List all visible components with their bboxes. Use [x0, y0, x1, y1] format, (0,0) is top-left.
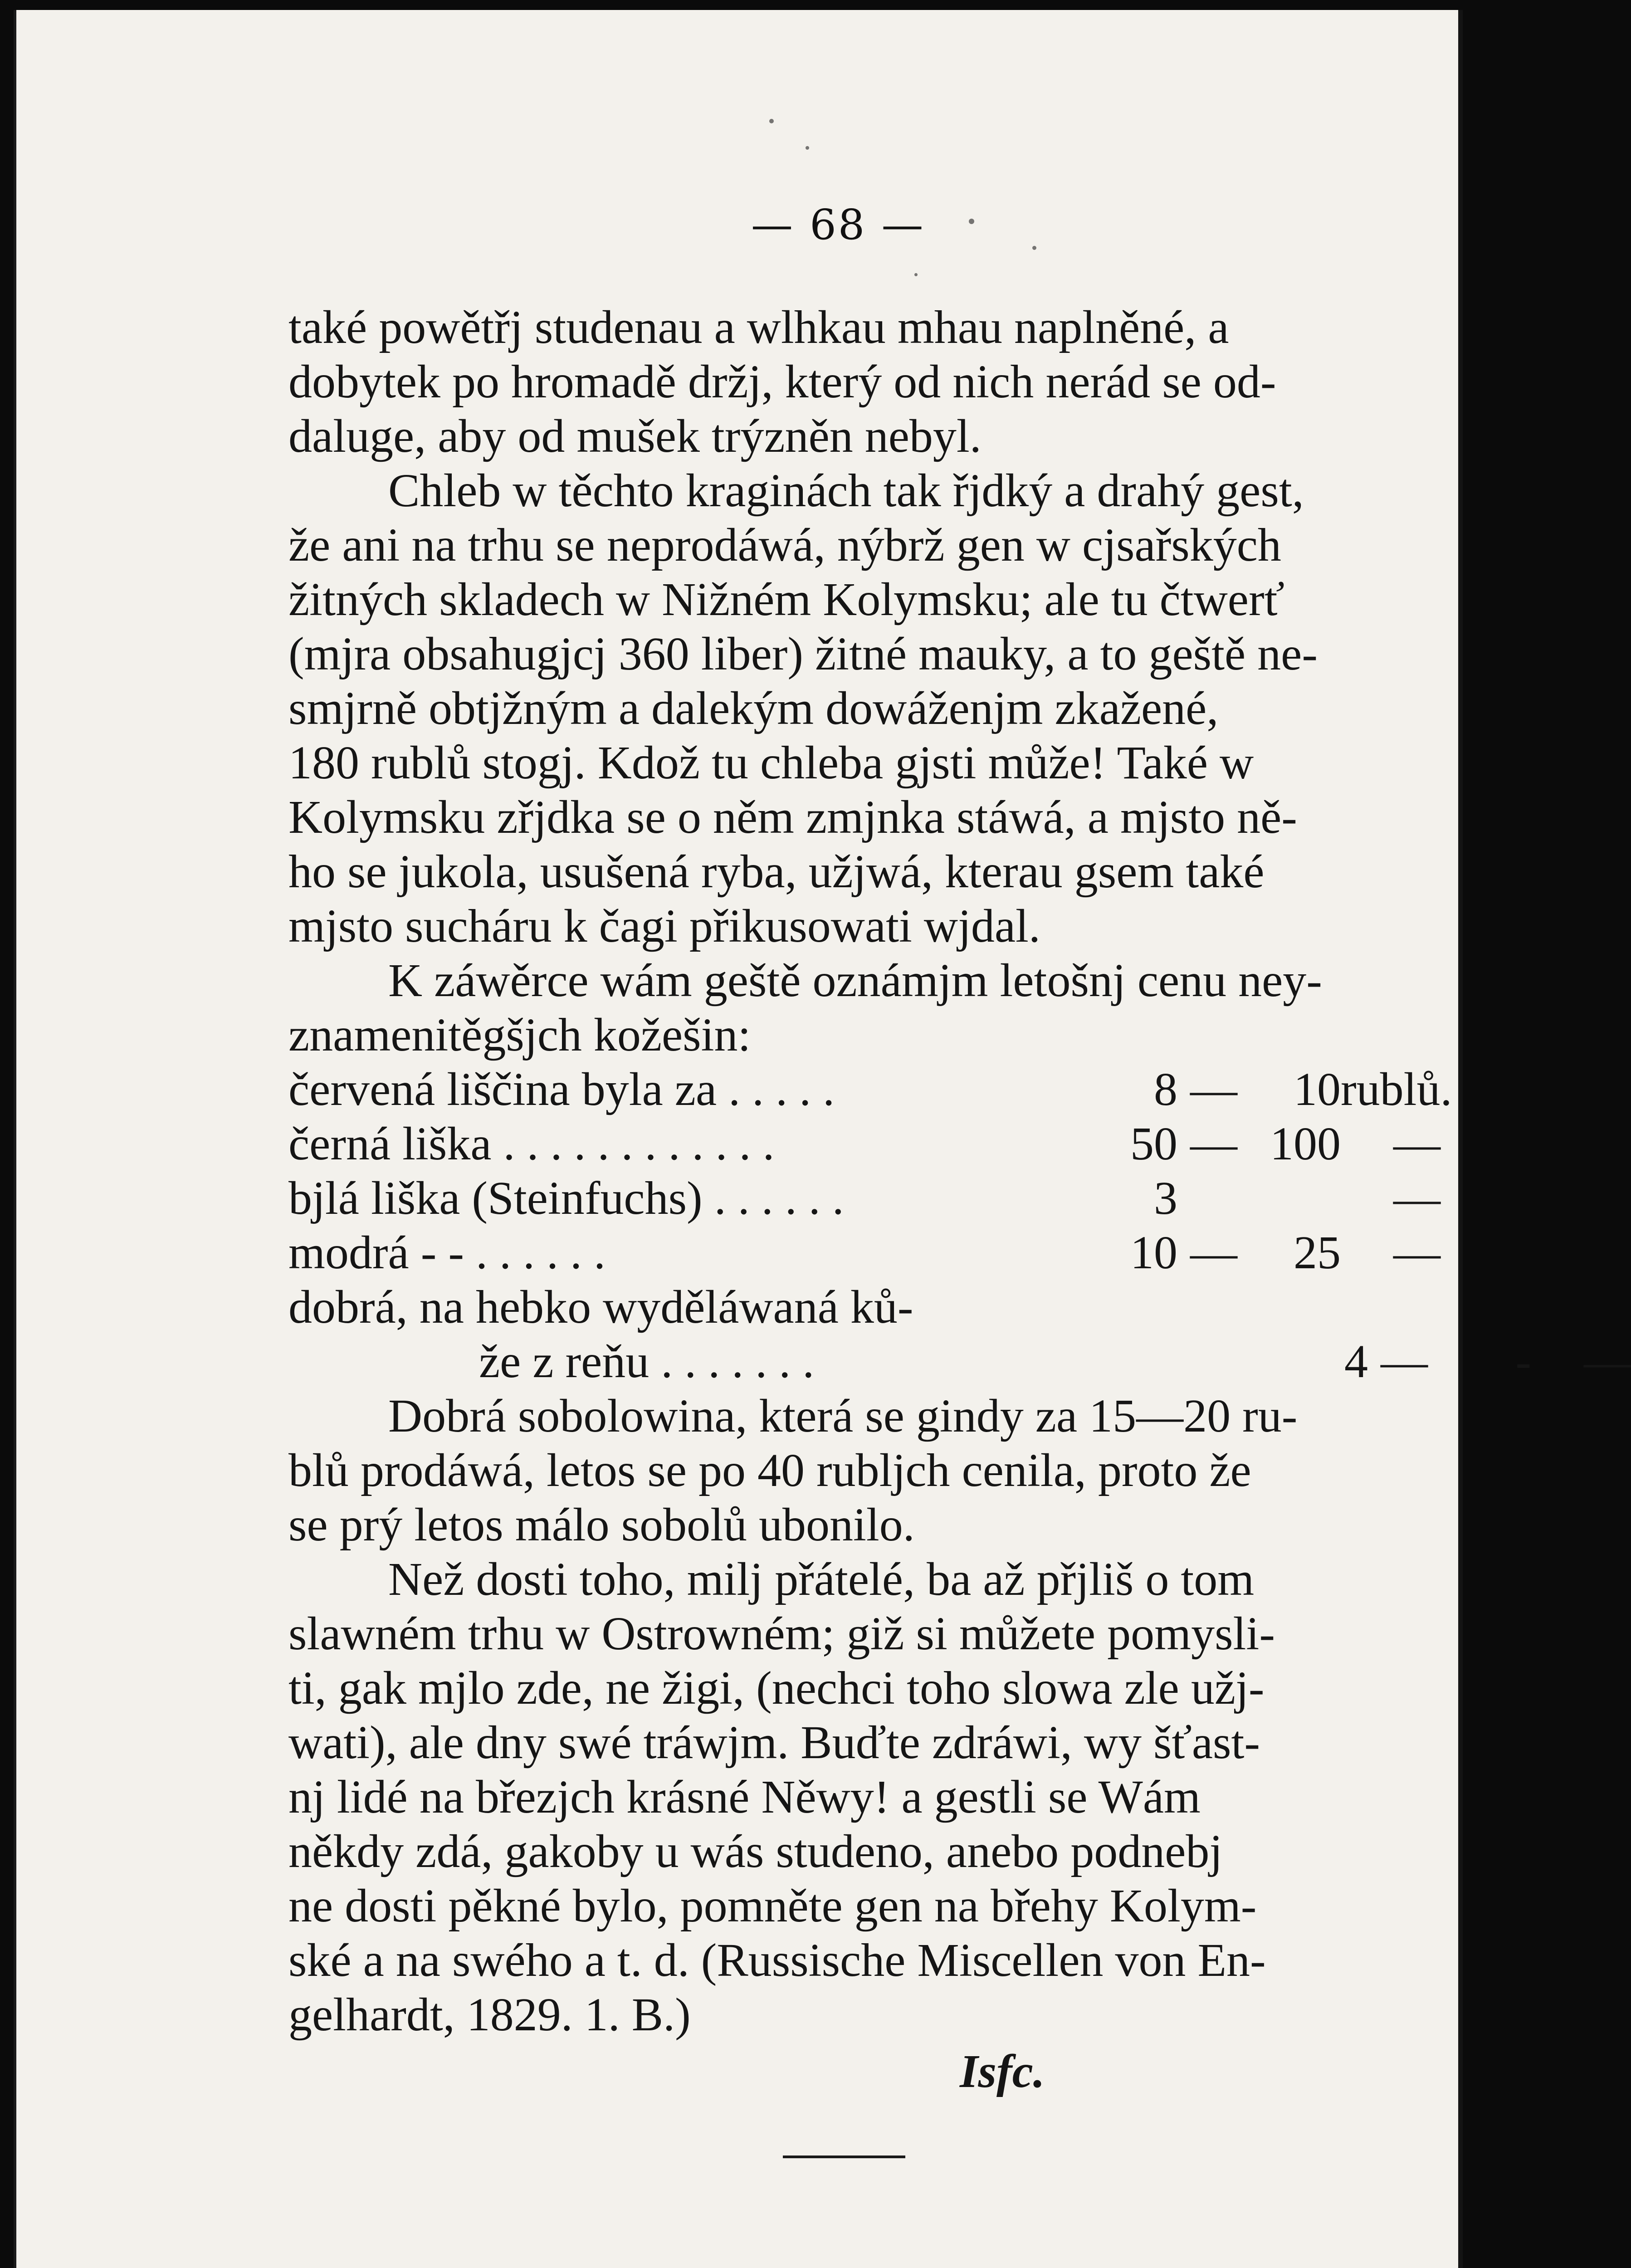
text-line: slawném trhu w Ostrowném; giž si můžete pomysli-	[288, 1608, 1275, 1660]
text-line: 180 rublů stogj. Kdož tu chleba gjsti může! Také w	[288, 737, 1254, 789]
price-item: černá liška . . . . . . . . . . . .	[288, 1118, 775, 1170]
text-line: gelhardt, 1829. 1. B.)	[288, 1989, 691, 2041]
text-line: smjrně obtjžným a dalekým dowáženjm zkažené,	[288, 682, 1219, 734]
price-row	[288, 1062, 1452, 1117]
price-unit: —	[1393, 1227, 1441, 1279]
price-row	[288, 1117, 1441, 1171]
price-item: červená liščina byla za . . . . .	[288, 1063, 835, 1115]
price-high: 25	[1294, 1227, 1341, 1279]
print-speck	[914, 273, 918, 276]
price-low: 10	[1130, 1227, 1177, 1279]
print-speck	[769, 119, 774, 123]
price-high	[1250, 1171, 1341, 1226]
author-signature: Isfc.	[960, 2045, 1045, 2097]
price-dash	[1177, 1171, 1250, 1226]
price-row	[288, 1226, 1441, 1280]
body-text	[288, 300, 1631, 2101]
price-unit: —	[1584, 1335, 1631, 1388]
paragraph-start: Než dosti toho, milj přátelé, ba až přjliš o tom	[388, 1553, 1255, 1605]
print-speck	[1032, 246, 1036, 250]
price-high: 10	[1294, 1063, 1341, 1115]
price-unit: —	[1393, 1172, 1441, 1224]
text-line: že ani na trhu se neprodáwá, nýbrž gen w cjsařských	[288, 519, 1281, 571]
print-speck	[806, 146, 809, 150]
price-item: modrá - - . . . . . .	[288, 1227, 606, 1279]
price-low: 50	[1130, 1118, 1177, 1170]
price-low: 4	[1344, 1335, 1368, 1388]
text-line: mjsto sucháru k čagi přikusowati wjdal.	[288, 900, 1040, 952]
price-dash: —	[1190, 1118, 1237, 1170]
price-item: že z reňu . . . . . . .	[479, 1335, 815, 1388]
text-line: wati), ale dny swé tráwjm. Buďte zdráwi, wy šťast-	[288, 1716, 1260, 1769]
paragraph-start: Dobrá sobolowina, která se gindy za 15—20 ru-	[388, 1390, 1298, 1442]
price-row	[288, 1171, 1441, 1226]
text-line: ne dosti pěkné bylo, pomněte gen na břehy Kolym-	[288, 1880, 1257, 1932]
page-number: — 68 —	[751, 200, 925, 249]
text-line: dobytek po hromadě držj, který od nich nerád se od-	[288, 356, 1276, 408]
closing-rule	[783, 2156, 905, 2158]
price-high	[1250, 1280, 1341, 1334]
price-row	[288, 1280, 1441, 1334]
price-low: 3	[1154, 1172, 1177, 1224]
price-low	[1105, 1280, 1177, 1334]
price-high: -	[1515, 1335, 1531, 1388]
text-line: znamenitěgšjch kožešin:	[288, 1009, 751, 1061]
text-line: ské a na swého a t. d. (Russische Miscellen von En-	[288, 1934, 1266, 1986]
price-dash	[1177, 1280, 1250, 1334]
price-unit: —	[1393, 1118, 1441, 1170]
text-line: daluge, aby od mušek trýzněn nebyl.	[288, 410, 982, 462]
price-low: 8	[1154, 1063, 1177, 1115]
price-dash: —	[1190, 1227, 1237, 1279]
price-item: dobrá, na hebko wyděláwaná ků-	[288, 1281, 913, 1333]
text-line: někdy zdá, gakoby u wás studeno, anebo podnebj	[288, 1825, 1223, 1877]
price-table	[288, 1062, 1631, 1389]
price-dash: —	[1381, 1335, 1428, 1388]
text-line: nj lidé na březjch krásné Něwy! a gestli se Wám	[288, 1771, 1201, 1823]
price-unit: rublů.	[1341, 1063, 1452, 1115]
text-line: (mjra obsahugjcj 360 liber) žitné mauky, a to geště ne-	[288, 628, 1318, 680]
text-line: také powětřj studenau a wlhkau mhau naplněné, a	[288, 301, 1229, 353]
price-unit	[1341, 1280, 1441, 1334]
text-line: ti, gak mjlo zde, ne žigi, (nechci toho slowa zle užj-	[288, 1662, 1265, 1714]
text-line: ho se jukola, usušená ryba, užjwá, kterau gsem také	[288, 846, 1265, 898]
text-line: žitných skladech w Nižném Kolymsku; ale tu čtwerť	[288, 573, 1285, 626]
price-row	[288, 1334, 1631, 1389]
paragraph-start: K záwěrce wám geště oznámjm letošnj cenu ney-	[388, 954, 1322, 1007]
text-line: Kolymsku zřjdka se o něm zmjnka stáwá, a mjsto ně-	[288, 791, 1297, 843]
price-high: 100	[1270, 1118, 1341, 1170]
paragraph-start: Chleb w těchto kraginách tak řjdký a drahý gest,	[388, 464, 1304, 517]
print-speck	[969, 219, 974, 224]
text-line: se prý letos málo sobolů ubonilo.	[288, 1499, 915, 1551]
text-line: blů prodáwá, letos se po 40 rubljch cenila, proto že	[288, 1444, 1251, 1496]
document-page	[14, 10, 1631, 2268]
price-dash: —	[1190, 1063, 1237, 1115]
price-item: bjlá liška (Steinfuchs) . . . . . .	[288, 1172, 844, 1224]
